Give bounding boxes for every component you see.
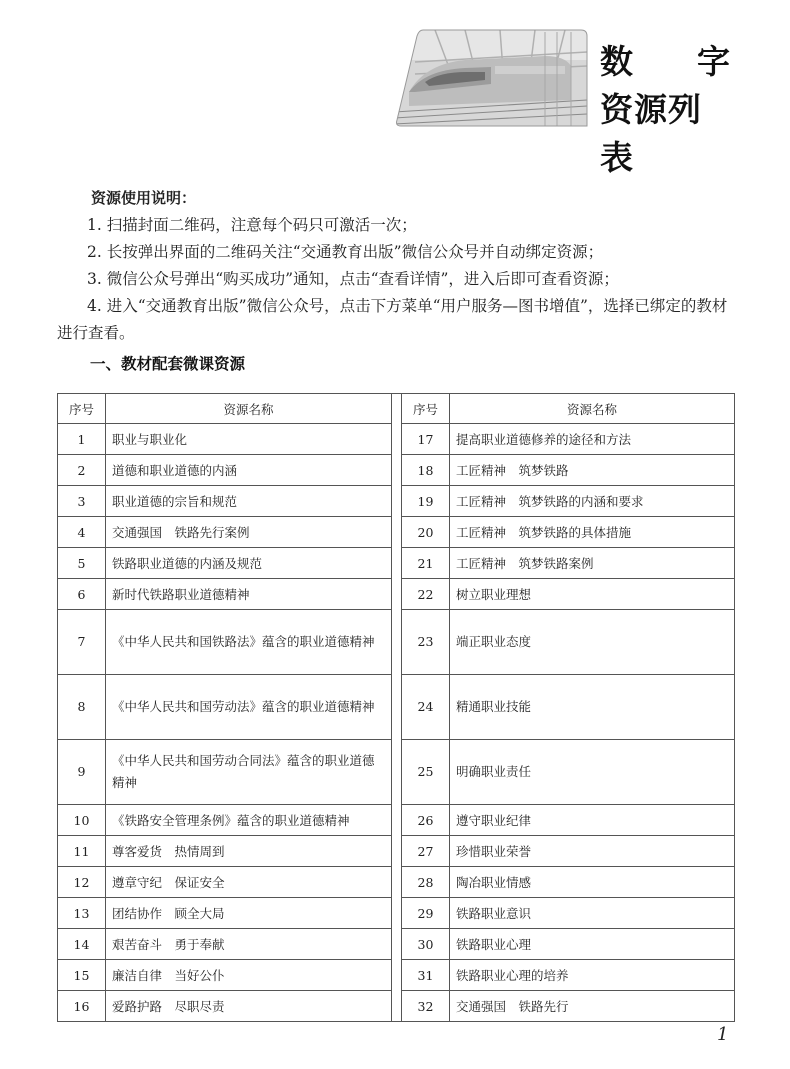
- resource-name: 树立职业理想: [450, 579, 735, 610]
- instruction-item: 3. 微信公众号弹出“购买成功”通知，点击“查看详情”，进入后即可查看资源；: [87, 270, 619, 288]
- column-gap: [392, 517, 402, 548]
- resource-number: 9: [58, 740, 106, 805]
- column-gap: [392, 929, 402, 960]
- table-row: [58, 455, 735, 486]
- instruction-item: 4. 进入“交通教育出版”微信公众号，点击下方菜单“用户服务—图书增值”，选择已绑定的教材进行查看。: [57, 297, 728, 342]
- resource-number: 25: [402, 740, 450, 805]
- table-row: [58, 424, 735, 455]
- column-gap: [392, 486, 402, 517]
- table-row: [58, 991, 735, 1022]
- resource-name: 工匠精神 筑梦铁路: [450, 455, 735, 486]
- column-gap: [392, 867, 402, 898]
- table-row: [58, 548, 735, 579]
- column-header-name: 资源名称: [106, 394, 392, 424]
- resource-name: 《中华人民共和国劳动合同法》蕴含的职业道德精神: [106, 740, 392, 805]
- resource-name: 团结协作 顾全大局: [106, 898, 392, 929]
- resource-name: 工匠精神 筑梦铁路案例: [450, 548, 735, 579]
- resource-name: 提高职业道德修养的途径和方法: [450, 424, 735, 455]
- instructions-heading: 资源使用说明：: [91, 189, 197, 207]
- table-row: [58, 960, 735, 991]
- resource-name: 铁路职业意识: [450, 898, 735, 929]
- resource-number: 4: [58, 517, 106, 548]
- resource-name: 职业道德的宗旨和规范: [106, 486, 392, 517]
- resource-number: 27: [402, 836, 450, 867]
- table-row: [58, 486, 735, 517]
- resource-number: 16: [58, 991, 106, 1022]
- resource-number: 7: [58, 610, 106, 675]
- resource-name: 遵章守纪 保证安全: [106, 867, 392, 898]
- column-gap: [392, 548, 402, 579]
- column-gap: [392, 836, 402, 867]
- resource-table: [57, 393, 735, 1022]
- column-gap: [392, 960, 402, 991]
- resource-name: 交通强国 铁路先行: [450, 991, 735, 1022]
- resource-number: 3: [58, 486, 106, 517]
- resource-name: 尊客爱货 热情周到: [106, 836, 392, 867]
- resource-name: 铁路职业道德的内涵及规范: [106, 548, 392, 579]
- page-title-char: 数: [600, 42, 633, 81]
- resource-name: 精通职业技能: [450, 675, 735, 740]
- resource-number: 1: [58, 424, 106, 455]
- column-gap: [392, 394, 402, 424]
- resource-name: 陶冶职业情感: [450, 867, 735, 898]
- column-gap: [392, 424, 402, 455]
- resource-name: 职业与职业化: [106, 424, 392, 455]
- resource-name: 工匠精神 筑梦铁路的内涵和要求: [450, 486, 735, 517]
- resource-name: 明确职业责任: [450, 740, 735, 805]
- resource-number: 13: [58, 898, 106, 929]
- column-gap: [392, 675, 402, 740]
- resource-number: 6: [58, 579, 106, 610]
- resource-name: 交通强国 铁路先行案例: [106, 517, 392, 548]
- table-row: [58, 805, 735, 836]
- resource-number: 11: [58, 836, 106, 867]
- table-row: [58, 898, 735, 929]
- resource-number: 23: [402, 610, 450, 675]
- table-row: [58, 610, 735, 675]
- resource-name: 爱路护路 尽职尽责: [106, 991, 392, 1022]
- table-row: [58, 867, 735, 898]
- resource-number: 28: [402, 867, 450, 898]
- page-number: 1: [717, 1024, 729, 1045]
- resource-number: 19: [402, 486, 450, 517]
- table-header-row: [58, 394, 735, 424]
- column-header-name: 资源名称: [450, 394, 735, 424]
- section-heading: 一、教材配套微课资源: [90, 355, 246, 373]
- resource-name: 工匠精神 筑梦铁路的具体措施: [450, 517, 735, 548]
- table-row: [58, 675, 735, 740]
- resource-name: 遵守职业纪律: [450, 805, 735, 836]
- instruction-item: 1. 扫描封面二维码，注意每个码只可激活一次；: [87, 216, 417, 234]
- usage-instructions: [57, 185, 737, 347]
- resource-number: 24: [402, 675, 450, 740]
- column-gap: [392, 740, 402, 805]
- resource-name: 新时代铁路职业道德精神: [106, 579, 392, 610]
- column-header-index: 序号: [58, 394, 106, 424]
- resource-number: 22: [402, 579, 450, 610]
- column-gap: [392, 455, 402, 486]
- resource-number: 14: [58, 929, 106, 960]
- instruction-item: 2. 长按弹出界面的二维码关注“交通教育出版”微信公众号并自动绑定资源；: [87, 243, 604, 261]
- resource-number: 10: [58, 805, 106, 836]
- train-illustration: [395, 22, 595, 132]
- resource-number: 18: [402, 455, 450, 486]
- resource-name: 《铁路安全管理条例》蕴含的职业道德精神: [106, 805, 392, 836]
- page-title-line2: 资源列表: [600, 90, 702, 177]
- table-row: [58, 517, 735, 548]
- table-row: [58, 836, 735, 867]
- train-graphic-icon: [395, 22, 595, 132]
- resource-name: 铁路职业心理的培养: [450, 960, 735, 991]
- column-gap: [392, 991, 402, 1022]
- page-title: [600, 38, 730, 182]
- resource-number: 26: [402, 805, 450, 836]
- resource-number: 32: [402, 991, 450, 1022]
- resource-name: 铁路职业心理: [450, 929, 735, 960]
- column-gap: [392, 610, 402, 675]
- column-gap: [392, 805, 402, 836]
- resource-number: 12: [58, 867, 106, 898]
- resource-name: 艰苦奋斗 勇于奉献: [106, 929, 392, 960]
- resource-number: 31: [402, 960, 450, 991]
- resource-number: 17: [402, 424, 450, 455]
- resource-number: 29: [402, 898, 450, 929]
- page-title-char: 字: [697, 42, 730, 81]
- resource-number: 15: [58, 960, 106, 991]
- column-gap: [392, 898, 402, 929]
- resource-name: 《中华人民共和国劳动法》蕴含的职业道德精神: [106, 675, 392, 740]
- column-header-index: 序号: [402, 394, 450, 424]
- resource-number: 5: [58, 548, 106, 579]
- table-row: [58, 740, 735, 805]
- resource-number: 30: [402, 929, 450, 960]
- resource-name: 端正职业态度: [450, 610, 735, 675]
- resource-name: 道德和职业道德的内涵: [106, 455, 392, 486]
- table-row: [58, 929, 735, 960]
- resource-number: 21: [402, 548, 450, 579]
- column-gap: [392, 579, 402, 610]
- table-row: [58, 579, 735, 610]
- resource-number: 8: [58, 675, 106, 740]
- resource-number: 20: [402, 517, 450, 548]
- resource-name: 珍惜职业荣誉: [450, 836, 735, 867]
- resource-number: 2: [58, 455, 106, 486]
- resource-name: 《中华人民共和国铁路法》蕴含的职业道德精神: [106, 610, 392, 675]
- resource-name: 廉洁自律 当好公仆: [106, 960, 392, 991]
